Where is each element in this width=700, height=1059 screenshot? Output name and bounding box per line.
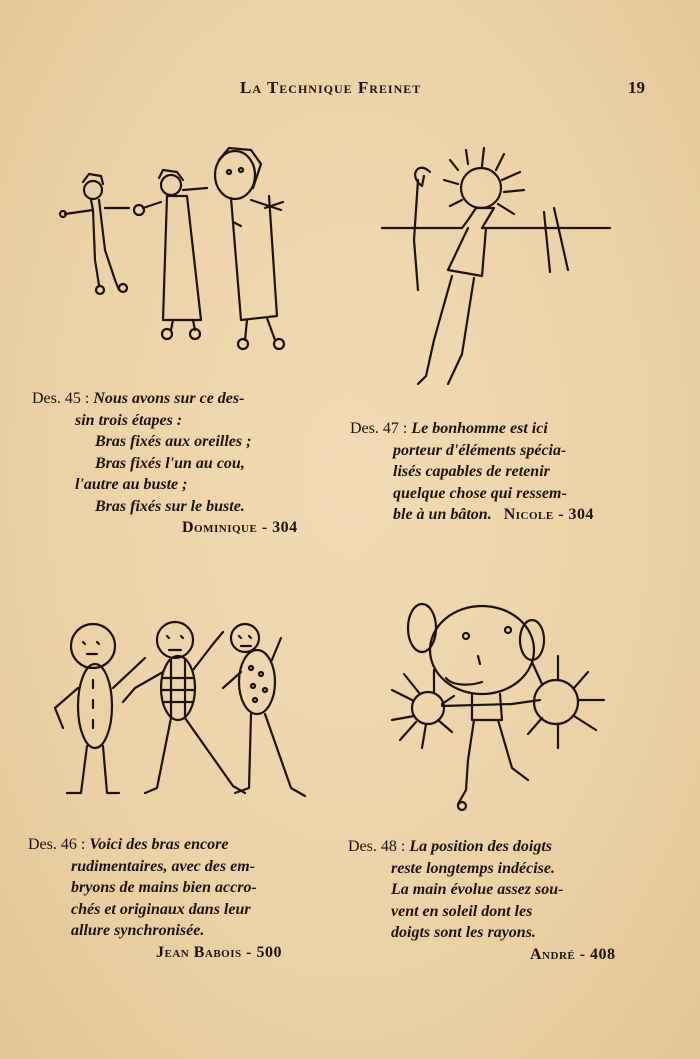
- caption-47-line-3: lisés capables de retenir: [393, 463, 550, 480]
- caption-47-label: Des. 47 :: [350, 420, 408, 437]
- caption-45-line-1: Nous avons sur ce des-: [93, 390, 245, 407]
- caption-47-signature: Nicole - 304: [503, 506, 595, 523]
- caption-46-line-4: chés et originaux dans leur: [71, 900, 251, 918]
- caption-45-signature: Dominique - 304: [182, 519, 298, 536]
- drawing-46: [45, 618, 315, 803]
- caption-46-line-2: rudimentaires, avec des em-: [71, 857, 255, 875]
- drawing-47: [378, 140, 623, 400]
- drawing-45: [55, 130, 295, 360]
- caption-47-line-4: quelque chose qui ressem-: [393, 484, 567, 502]
- caption-46-line-1: Voici des bras encore: [89, 836, 229, 853]
- caption-46-label: Des. 46 :: [28, 836, 86, 853]
- page-number: 19: [628, 78, 645, 97]
- caption-48-line-2: reste longtemps indécise.: [391, 859, 555, 877]
- caption-46-signature: Jean Babois - 500: [156, 943, 282, 961]
- caption-45-line-2: sin trois étapes :: [75, 411, 183, 429]
- caption-46-line-3: bryons de mains bien accro-: [71, 879, 257, 896]
- caption-45-label: Des. 45 :: [32, 390, 90, 407]
- caption-47-line-5: ble à un bâton.: [393, 506, 492, 523]
- caption-48-line-3: La main évolue assez sou-: [391, 881, 564, 898]
- caption-45-line-5: l'autre au buste ;: [75, 476, 188, 493]
- caption-47-line-2: porteur d'éléments spécia-: [393, 441, 567, 459]
- caption-45: [32, 388, 332, 539]
- caption-47-line-1: Le bonhomme est ici: [411, 420, 548, 437]
- caption-48-line-5: doigts sont les rayons.: [391, 924, 536, 941]
- drawing-48: [382, 600, 612, 815]
- caption-47: [350, 418, 670, 526]
- caption-48-signature: André - 408: [530, 945, 616, 963]
- caption-48-line-4: vent en soleil dont les: [391, 902, 533, 920]
- caption-45-line-6: Bras fixés sur le buste.: [95, 497, 245, 515]
- caption-48-line-1: La position des doigts: [409, 838, 553, 855]
- caption-48: [348, 836, 668, 965]
- caption-48-label: Des. 48 :: [348, 838, 406, 855]
- caption-45-line-3: Bras fixés aux oreilles ;: [95, 433, 252, 450]
- caption-46: [28, 834, 338, 963]
- running-title: La Technique Freinet: [240, 78, 422, 97]
- caption-45-line-4: Bras fixés l'un au cou,: [95, 454, 245, 472]
- caption-46-line-5: allure synchronisée.: [71, 922, 205, 939]
